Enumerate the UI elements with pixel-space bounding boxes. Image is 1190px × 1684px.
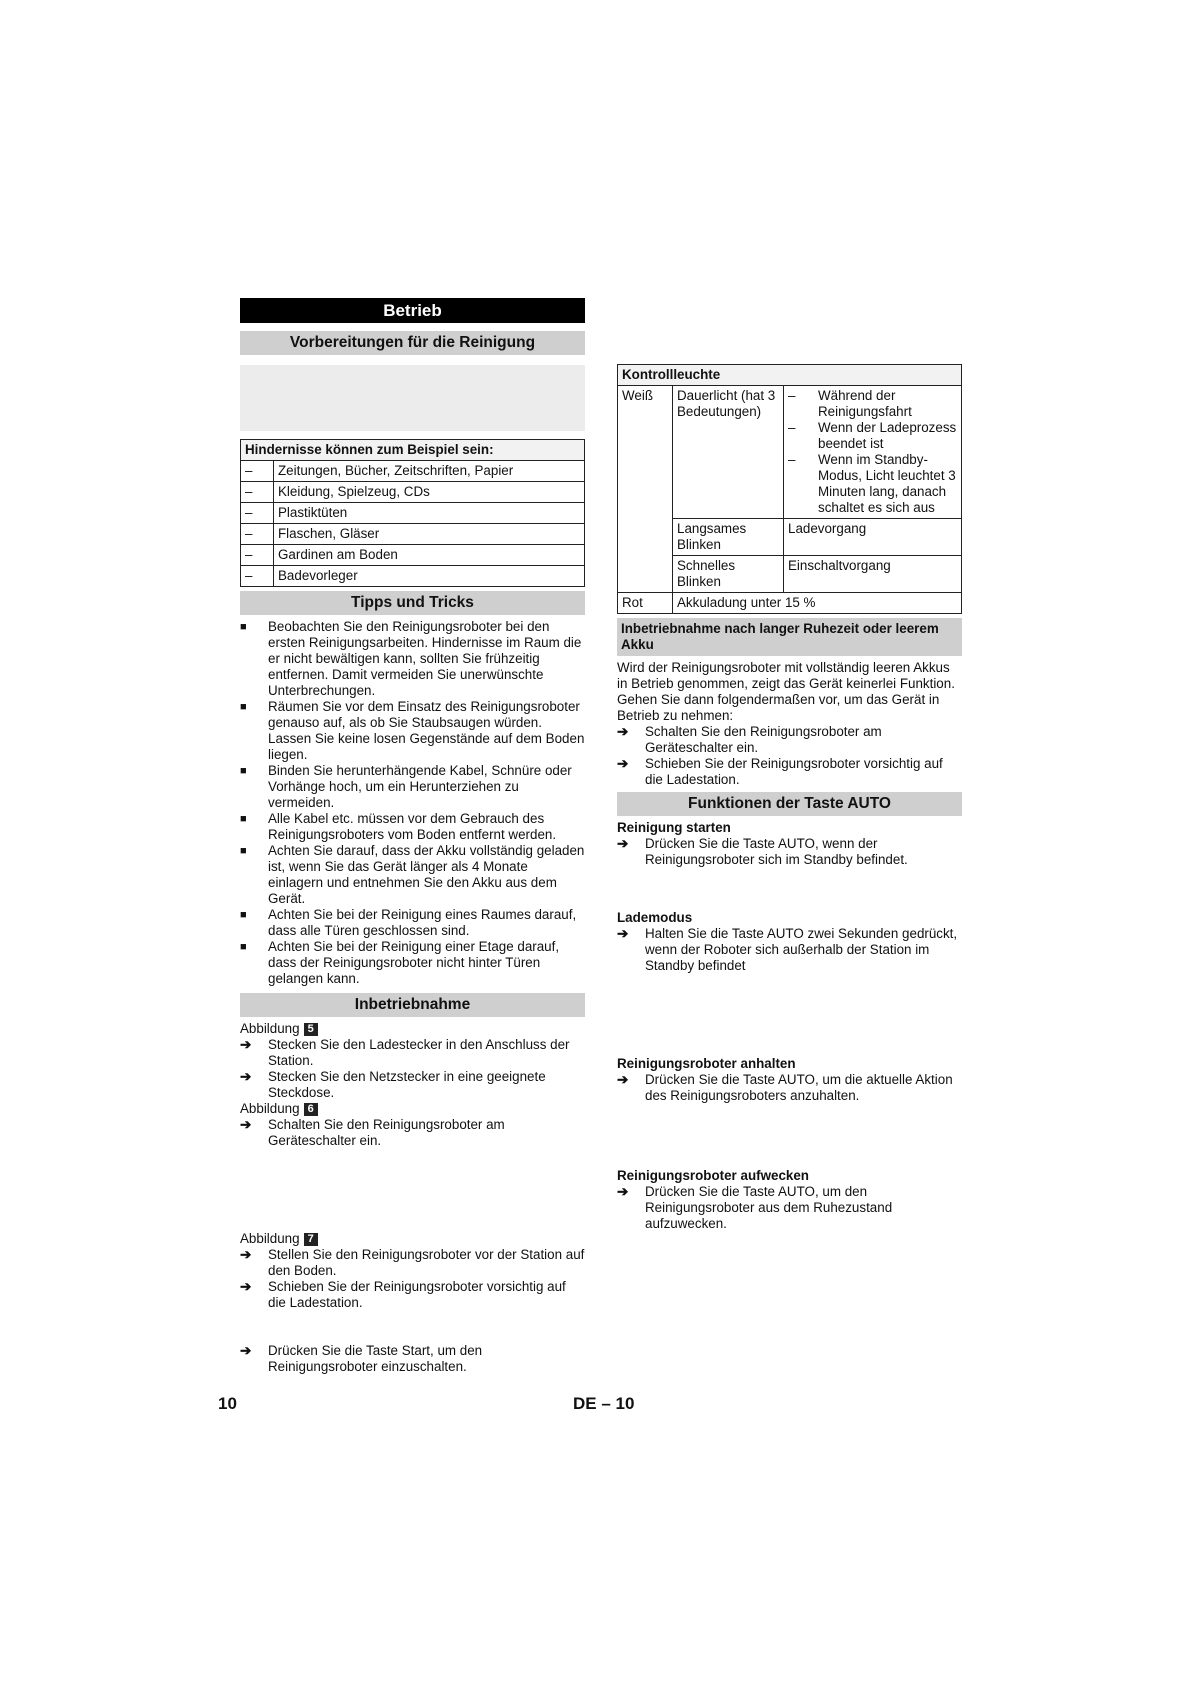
figure-5-steps (240, 1037, 585, 1101)
figure-7-steps (240, 1247, 585, 1311)
list-item: ■ Achten Sie darauf, dass der Akku vollständig geladen ist, wenn Sie das Gerät länger als 4 Monate einlagern und entnehmen Sie den Akku aus dem Gerät. (240, 843, 585, 907)
list-item: ➔ Halten Sie die Taste AUTO zwei Sekunden gedrückt, wenn der Roboter sich außerhalb der Station im Standby befindet (617, 926, 962, 974)
list-item: ■ Achten Sie bei der Reinigung einer Etage darauf, dass der Reinigungsroboter nicht hinter Türen gelangen kann. (240, 939, 585, 987)
restart-heading: Inbetriebnahme nach langer Ruhezeit oder leerem Akku (617, 618, 962, 656)
restart-text: Wird der Reinigungsroboter mit vollständig leeren Akkus in Betrieb genommen, zeigt das Gerät keinerlei Funktion. Gehen Sie dann folgendermaßen vor, um das Gerät in Betrieb zu nehmen: (617, 660, 955, 723)
start-cleaning-title: Reinigung starten (617, 820, 731, 835)
tips-heading: Tipps und Tricks (240, 591, 585, 615)
list-item: ■ Binden Sie herunterhängende Kabel, Schnüre oder Vorhänge hoch, um ein Herunterziehen zu vermeiden. (240, 763, 585, 811)
list-item: ➔ Drücken Sie die Taste AUTO, um die aktuelle Aktion des Reinigungsroboters anzuhalten. (617, 1072, 962, 1104)
table-row: – Gardinen am Boden (241, 545, 585, 566)
list-item: ■ Räumen Sie vor dem Einsatz des Reinigungsroboter genauso auf, als ob Sie Staubsaugen würden. Lassen Sie keine losen Gegenstände auf dem Boden liegen. (240, 699, 585, 763)
list-item: ■ Alle Kabel etc. müssen vor dem Gebrauch des Reinigungsroboters vom Boden entfernt werden. (240, 811, 585, 843)
indicator-table (617, 364, 962, 614)
list-item: ➔ Stellen Sie den Reinigungsroboter vor der Station auf den Boden. (240, 1247, 585, 1279)
figure-6-steps (240, 1117, 585, 1149)
section-title: Betrieb (240, 298, 585, 323)
startup-heading: Inbetriebnahme (240, 993, 585, 1017)
restart-steps (617, 724, 962, 788)
table-row: – Flaschen, Gläser (241, 524, 585, 545)
tips-list (240, 619, 585, 987)
stop-title: Reinigungsroboter anhalten (617, 1056, 796, 1071)
obstacles-table (240, 439, 585, 587)
charge-mode-title: Lademodus (617, 910, 693, 925)
auto-heading: Funktionen der Taste AUTO (617, 792, 962, 816)
wake-title: Reinigungsroboter aufwecken (617, 1168, 809, 1183)
list-item: ■ Achten Sie bei der Reinigung eines Raumes darauf, dass alle Türen geschlossen sind. (240, 907, 585, 939)
table-row: – Badevorleger (241, 566, 585, 587)
figure-7-label: Abbildung 7 (240, 1231, 585, 1247)
page-label: DE – 10 (573, 1394, 635, 1413)
obstacles-table-header: Hindernisse können zum Beispiel sein: (241, 440, 585, 461)
figure-number-badge: 5 (304, 1023, 318, 1036)
figure-6-label: Abbildung 6 (240, 1101, 585, 1117)
left-column (240, 298, 585, 1375)
list-item: ➔ Stecken Sie den Ladestecker in den Anschluss der Station. (240, 1037, 585, 1069)
final-step (240, 1343, 585, 1375)
indicator-table-header: Kontrollleuchte (618, 365, 962, 386)
figure-5-label: Abbildung 5 (240, 1021, 585, 1037)
list-item: ➔ Stecken Sie den Netzstecker in eine geeignete Steckdose. (240, 1069, 585, 1101)
table-row: – Kleidung, Spielzeug, CDs (241, 482, 585, 503)
list-item: ■ Beobachten Sie den Reinigungsroboter bei den ersten Reinigungsarbeiten. Hindernisse im Raum die er nicht bewältigen kann, sollten Sie frühzeitig entfernen. Damit vermeiden Sie unerwünschte Unterbrechungen. (240, 619, 585, 699)
list-item: ➔ Schieben Sie der Reinigungsroboter vorsichtig auf die Ladestation. (240, 1279, 585, 1311)
placeholder-block (240, 365, 585, 431)
table-row: – Zeitungen, Bücher, Zeitschriften, Papier (241, 461, 585, 482)
figure-number-badge: 6 (304, 1103, 318, 1116)
table-row: Rot Akkuladung unter 15 % (618, 593, 962, 614)
prep-heading: Vorbereitungen für die Reinigung (240, 331, 585, 355)
table-row: – Plastiktüten (241, 503, 585, 524)
table-row: Weiß Dauerlicht (hat 3 Bedeutungen) – Während der Reinigungsfahrt – Wenn der Ladeprozess beendet ist – Wenn im Standby-Modus, Licht leuchtet 3 Minuten lang, danach schaltet es sich aus (618, 386, 962, 519)
list-item: ➔ Schalten Sie den Reinigungsroboter am Geräteschalter ein. (240, 1117, 585, 1149)
list-item: ➔ Schieben Sie der Reinigungsroboter vorsichtig auf die Ladestation. (617, 756, 962, 788)
list-item: ➔ Schalten Sie den Reinigungsroboter am Geräteschalter ein. (617, 724, 962, 756)
steady-meanings: – Während der Reinigungsfahrt – Wenn der Ladeprozess beendet ist – Wenn im Standby-Modus, Licht leuchtet 3 Minuten lang, danach schaltet es sich aus (788, 388, 957, 515)
figure-number-badge: 7 (304, 1233, 318, 1246)
table-row: Langsames Blinken Ladevorgang (618, 519, 962, 556)
page-number: 10 (218, 1394, 237, 1413)
right-column (617, 364, 962, 1232)
list-item: ➔ Drücken Sie die Taste AUTO, wenn der Reinigungsroboter sich im Standby befindet. (617, 836, 962, 868)
list-item: ➔ Drücken Sie die Taste AUTO, um den Reinigungsroboter aus dem Ruhezustand aufzuwecken. (617, 1184, 962, 1232)
table-row: Schnelles Blinken Einschaltvorgang (618, 556, 962, 593)
list-item: ➔ Drücken Sie die Taste Start, um den Reinigungsroboter einzuschalten. (240, 1343, 585, 1375)
